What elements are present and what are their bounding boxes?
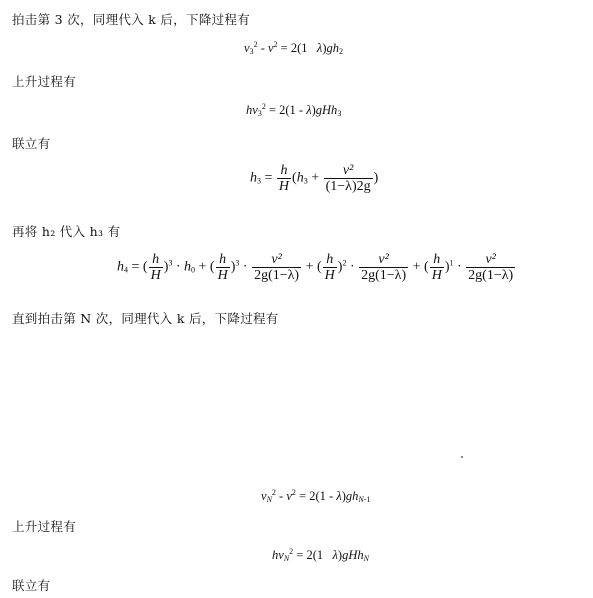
equation-6: $hv_N^2 = 2(1$ λ)gHh$_N$ xyxy=(272,547,369,563)
equation-1: $v_3^2 - v^2 = 2(1$ $\lambda)gh_2$ xyxy=(244,40,343,56)
text-line-1: 拍击第 3 次，同理代入 k 后，下降过程有 xyxy=(12,12,251,27)
text-line-7: 联立有 xyxy=(12,578,51,593)
fraction-h-over-H: $\frac{h}{H}$ xyxy=(278,163,290,194)
artifact-dot xyxy=(461,456,463,458)
text-line-6: 上升过程有 xyxy=(12,519,77,534)
text-line-2: 上升过程有 xyxy=(12,74,77,89)
equation-2: $hv_3^2 = 2(1 - \lambda)gHh_3$ xyxy=(246,102,342,118)
fraction-v2-over-den: $\frac{\text{v²}}{(1-\lambda)2g}$ xyxy=(325,163,371,194)
text-line-4: 再将 h₂ 代入 h₃ 有 xyxy=(12,224,121,239)
equation-5: $v_N^2 - v^2 = 2(1 - \lambda)gh_{N-1}$ xyxy=(261,488,371,504)
text-line-5: 直到拍击第 N 次，同理代入 k 后，下降过程有 xyxy=(12,311,279,326)
text-line-3: 联立有 xyxy=(12,136,51,151)
equation-4: $h_4$ = ( $\frac{h}{H}$ )$^3 \cdot h_0$ + ( $\frac{h}{H}$ )$^3$ · $\frac{\text{v²}}{2g(1-\lambda)}$ + ( $\frac{h}{H}$ )$^2$ · $\frac{\text{v²}}{2g(1-\lambda)}$ + ( $\frac{h}{H}$ )$^1$ · $\frac{\text{v²}}{2g(1-\lambda)}$ xyxy=(117,252,514,283)
equation-3: $h_3$ = $\frac{h}{H}$ ($h_3$ + $\frac{\text{v²}}{(1-\lambda)2g}$ ) xyxy=(250,163,379,194)
